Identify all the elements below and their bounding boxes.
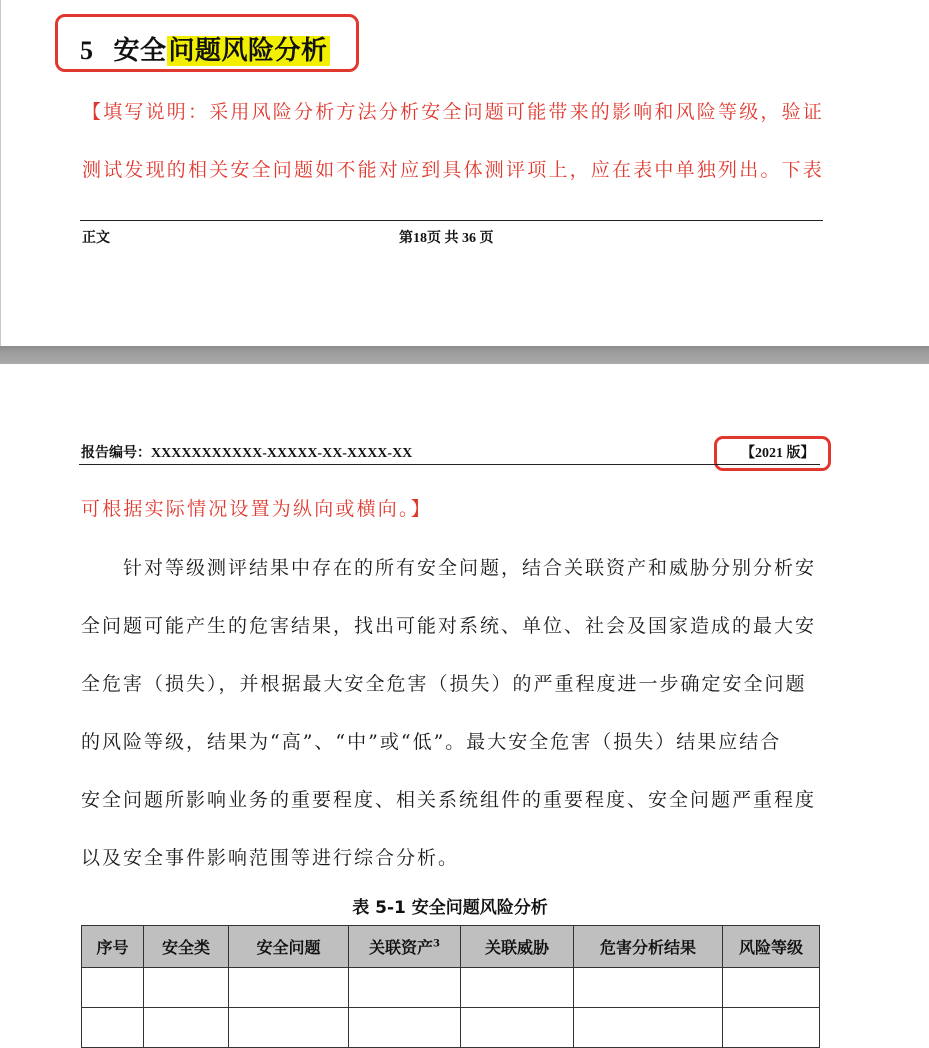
table-cell (349, 1008, 461, 1048)
section-heading (80, 30, 330, 67)
table-cell (229, 968, 349, 1008)
report-number: 报告编号：XXXXXXXXXXX-XXXXX-XX-XXXX-XX (81, 446, 413, 461)
table-row (82, 1008, 820, 1048)
footnote-marker: 3 (433, 938, 440, 950)
col-header-security-issue: 安全问题 (229, 926, 349, 968)
col-header-index: 序号 (82, 926, 144, 968)
related-asset-label: 关联资产 (369, 938, 434, 957)
col-header-related-asset (349, 926, 461, 968)
heading-number: 5 (80, 36, 94, 65)
heading-text: 安全 (113, 36, 167, 66)
table-cell (723, 968, 820, 1008)
paragraph-line: 安全问题所影响业务的重要程度、相关系统组件的重要程度、安全问题严重程度 (81, 789, 817, 811)
table-cell (82, 968, 144, 1008)
table-cell (574, 968, 723, 1008)
paragraph-line: 全危害（损失），并根据最大安全危害（损失）的严重程度进一步确定安全问题 (81, 673, 807, 695)
col-header-risk-level: 风险等级 (723, 926, 820, 968)
table-cell (82, 1008, 144, 1048)
table-header-row (82, 926, 820, 968)
paragraph-line: 全问题可能产生的危害结果，找出可能对系统、单位、社会及国家造成的最大安 (81, 615, 817, 637)
col-header-related-threat: 关联威胁 (461, 926, 574, 968)
table-cell (461, 968, 574, 1008)
footer-page-number: 第18页 共 36 页 (399, 231, 494, 246)
table-cell (229, 1008, 349, 1048)
table-cell (144, 968, 229, 1008)
table-cell (349, 968, 461, 1008)
page-separator (0, 346, 929, 364)
table-cell (144, 1008, 229, 1048)
col-header-harm-analysis: 危害分析结果 (574, 926, 723, 968)
risk-analysis-table (81, 925, 820, 1048)
instruction-line-1: 【填写说明：采用风险分析方法分析安全问题可能带来的影响和风险等级，验证 (82, 101, 825, 123)
heading-highlighted-text: 问题风险分析 (168, 36, 328, 66)
paragraph-line: 以及安全事件影响范围等进行综合分析。 (81, 847, 460, 869)
table-cell (461, 1008, 574, 1048)
header-rule (79, 464, 820, 465)
footer-rule (80, 220, 823, 221)
instruction-line-2: 测试发现的相关安全问题如不能对应到具体测评项上，应在表中单独列出。下表 (82, 159, 825, 181)
table-caption: 表 5-1 安全问题风险分析 (352, 898, 548, 918)
col-header-security-class: 安全类 (144, 926, 229, 968)
table-cell (723, 1008, 820, 1048)
paragraph-line: 的风险等级，结果为“高”、“中”或“低”。最大安全危害（损失）结果应结合 (81, 731, 782, 753)
version-label: 【2021 版】 (741, 446, 815, 461)
table-row (82, 968, 820, 1008)
footer-section-label: 正文 (82, 231, 110, 246)
paragraph-line: 针对等级测评结果中存在的所有安全问题，结合关联资产和威胁分别分析安 (81, 557, 817, 579)
version-annotation-box (714, 436, 831, 471)
instruction-continuation: 可根据实际情况设置为纵向或横向。】 (81, 498, 432, 520)
page-top (0, 0, 929, 346)
table-cell (574, 1008, 723, 1048)
